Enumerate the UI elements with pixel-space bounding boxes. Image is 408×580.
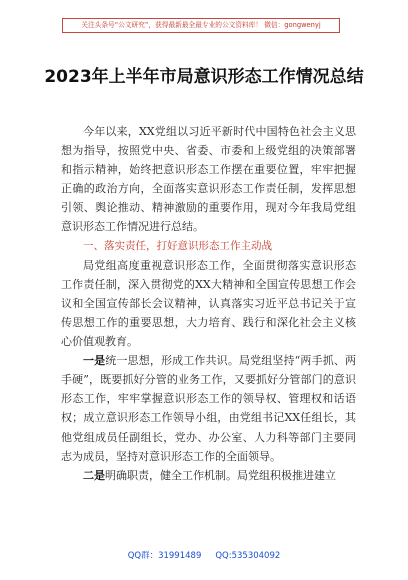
document-title: 2023年上半年市局意识形态工作情况总结 bbox=[44, 67, 364, 87]
paragraph-2-text: 统一思想，形成工作共识。局党组坚持“两手抓、两手硬”，既要抓好分管的业务工作，又要抓好分管部门的意识形态工作，牢牢掌握意识形态工作的领导权、管理权和话语权；成立意识形态工作领导小组，由党组书记XX任组长，其他党组成员任副组长，党办、办公室、人力科等部门主要同志为成员，坚持对意识形态工作的全面领导。 bbox=[61, 354, 356, 463]
section-heading-1: 一、落实责任，打好意识形态工作主动战 bbox=[83, 239, 272, 252]
paragraph-1: 局党组高度重视意识形态工作，全面贯彻落实意识形态工作责任制，深入贯彻党的XX大精神和全国宣传思想工作会议和全国宣传部长会议精神，认真落实习近平总书记关于宣传思想工作的重要思想，大力培育、践行和深化社会主义核心价值观教育。 bbox=[61, 258, 356, 349]
paragraph-3 bbox=[61, 466, 356, 485]
document-body bbox=[61, 122, 356, 485]
paragraph-3-lead: 二是 bbox=[83, 468, 105, 482]
paragraph-2 bbox=[61, 351, 356, 466]
promo-banner: 关注头条号“公文研究”，获得最新最全最专业的公文资料库！ 微信：gongwenyj bbox=[62, 18, 340, 33]
intro-paragraph: 今年以来，XX党组以习近平新时代中国特色社会主义思想为指导，按照党中央、省委、市委和上级党组的决策部署和指示精神，始终把意识形态工作摆在重要位置，牢牢把握正确的政治方向，全面落实意识形态工作责任制，发挥思想引领、舆论推动、精神激励的重要作用，现对今年我局党组意识形态工作情况进行总结。 bbox=[61, 125, 356, 234]
footer-qq-number: QQ:535304092 bbox=[215, 551, 281, 561]
footer-contact bbox=[0, 549, 408, 561]
paragraph-2-lead: 一是 bbox=[83, 354, 106, 368]
footer-qq-group: QQ群：31991489 bbox=[127, 551, 202, 561]
paragraph-3-text: 明确职责，健全工作机制。局党组积极推进建立 bbox=[105, 468, 336, 482]
